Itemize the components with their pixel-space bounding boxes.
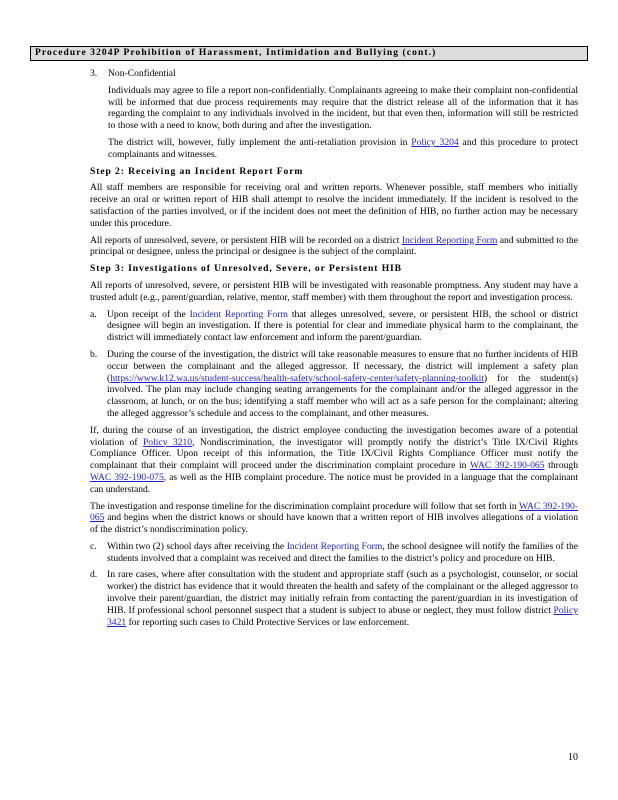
list-item-b bbox=[90, 349, 578, 420]
incident-reporting-form-ref: Incident Reporting Form bbox=[286, 540, 383, 552]
list-marker: a. bbox=[90, 308, 97, 320]
list-item-d bbox=[90, 569, 578, 628]
text: for reporting such cases to Child Protective Services or law enforcement. bbox=[126, 616, 410, 628]
safety-planning-toolkit-link[interactable]: https://www.k12.wa.us/student-success/health-safety/school-safety-center/safety-planning-toolkit bbox=[110, 372, 484, 384]
text: In rare cases, where after consultation with the student and appropriate staff (such as a psychologist, counselor, or social worker) the district has evidence that it would threaten the health and safety of the complainant or the alleged aggressor to involve their parent/guardian, the district may initially refrain from contacting the parent/guardian in its investigation of HIB. If professional school personnel suspect that a student is subject to abuse or neglect, they must follow district bbox=[107, 569, 578, 616]
section-3-number: 3. bbox=[90, 68, 98, 79]
page-number: 10 bbox=[568, 752, 578, 763]
text: The district will, however, fully implement the anti-retaliation provision in bbox=[108, 136, 412, 148]
policy-3210-link[interactable]: Policy 3210 bbox=[142, 436, 193, 448]
procedure-header: Procedure 3204P Prohibition of Harassment, Intimidation and Bullying (cont.) bbox=[30, 46, 588, 61]
list-marker: d. bbox=[90, 569, 98, 581]
section-3-body bbox=[108, 85, 578, 161]
text: ) for the student(s) involved. The plan may include changing seating arrangements for the complainant and/or the alleged aggressor in the classroom, at lunch, or on the bus; identifying a staff member who will act as a safe person for the complainant; altering the alleged aggressor’s schedule and access to the complainant, and other measures. bbox=[107, 372, 578, 419]
list-item-body bbox=[107, 541, 578, 565]
list-item-c bbox=[90, 541, 578, 565]
wac-392-190-065-link-2[interactable]: WAC 392-190-065 bbox=[90, 500, 579, 524]
section-3-label: Non-Confidential bbox=[108, 68, 176, 79]
policy-3421-link[interactable]: Policy 3421 bbox=[107, 604, 578, 628]
anti-retaliation-paragraph bbox=[108, 137, 578, 161]
text: through bbox=[544, 460, 579, 472]
step-3-list-cd bbox=[90, 541, 578, 629]
step-2-paragraph-1: All staff members are responsible for receiving oral and written reports. Whenever possible, staff members who initially receive an oral or written report of HIB shall attempt to resolve the incident immediately. If the incident is resolved to the satisfaction of the parties involved, or if the incident does not meet the definition of HIB, no further action may be necessary under this procedure. bbox=[90, 182, 578, 229]
text: If, during the course of an investigation, the district employee conducting the investigation becomes aware of a potential violation of bbox=[90, 424, 578, 448]
text: and this procedure to protect complainants and witnesses. bbox=[108, 136, 579, 160]
text: and submitted to the principal or designee, unless the principal or designee is the subject of the complaint. bbox=[90, 234, 578, 258]
text: and begins when the district knows or should have known that a written report of HIB involves allegations of a violation of the district’s nondiscrimination policy. bbox=[90, 512, 578, 536]
non-confidential-paragraph: Individuals may agree to file a report non-confidentially. Complainants agreeing to make their complaint non-confidential will be informed that due process requirements may require that the district release all of the information that it has regarding the complaint to any individuals involved in the incident, but that even then, information will still be restricted to those with a need to know, both during and after the investigation. bbox=[108, 84, 578, 132]
wac-392-190-075-link[interactable]: WAC 392-190-075 bbox=[90, 471, 164, 483]
incident-reporting-form-link[interactable]: Incident Reporting Form bbox=[401, 234, 498, 246]
list-marker: b. bbox=[90, 348, 98, 360]
text: All reports of unresolved, severe, or persistent HIB will be recorded on a district bbox=[90, 234, 402, 246]
section-3-title bbox=[90, 68, 578, 80]
policy-3204-link[interactable]: Policy 3204 bbox=[411, 136, 459, 148]
text: , Nondiscrimination, the investigator will promptly notify the district’s Title IX/Civil Rights Compliance Officer. Upon receipt of this information, the Title IX/Civil Rights Compliance Officer must notify the complainant that their complaint will proceed under the discrimination complaint procedure in bbox=[90, 436, 579, 472]
step-2-paragraph-2 bbox=[90, 235, 578, 259]
list-item-body bbox=[107, 309, 578, 344]
incident-reporting-form-ref: Incident Reporting Form bbox=[189, 308, 288, 320]
step-3-heading: Step 3: Investigations of Unresolved, Severe, or Persistent HIB bbox=[90, 263, 402, 275]
text: During the course of the investigation, the district will take reasonable measures to ensure that no further incidents of HIB occur between the complainant and the alleged aggressor. If necessary, the district will implement a safety plan ( bbox=[107, 348, 578, 384]
text: The investigation and response timeline for the discrimination complaint procedure will follow that set forth in bbox=[90, 500, 520, 512]
text: that alleges unresolved, severe, or persistent HIB, the school or district designee will begin an investigation. If there is potential for clear and immediate physical harm to the complainant, the district will immediately contact law enforcement and inform the parent/guardian. bbox=[107, 308, 579, 344]
step-3-list-ab bbox=[90, 309, 578, 420]
text: Upon receipt of the bbox=[107, 308, 190, 320]
step-3-paragraph-1: All reports of unresolved, severe, or persistent HIB will be investigated with reasonable promptness. Any student may have a trusted adult (e.g., parent/guardian, relative, mentor, staff member) with them throughout the report and investigation process. bbox=[90, 279, 578, 303]
step-2-heading: Step 2: Receiving an Incident Report Form bbox=[90, 165, 304, 177]
text: , as well as the HIB complaint procedure. The notice must be provided in a language that the complainant can understand. bbox=[90, 471, 578, 495]
list-item-body bbox=[107, 349, 578, 420]
list-marker: c. bbox=[90, 540, 97, 552]
document-body bbox=[90, 68, 578, 633]
timeline-paragraph bbox=[90, 501, 578, 536]
text: Within two (2) school days after receiving the bbox=[107, 540, 287, 552]
list-item-body bbox=[107, 569, 578, 628]
title-ix-paragraph bbox=[90, 425, 578, 496]
wac-392-190-065-link[interactable]: WAC 392-190-065 bbox=[469, 460, 545, 472]
text: , the school designee will notify the families of the students involved that a complaint was received and direct the families to the district’s policy and procedure on HIB. bbox=[107, 540, 578, 564]
list-item-a bbox=[90, 309, 578, 344]
